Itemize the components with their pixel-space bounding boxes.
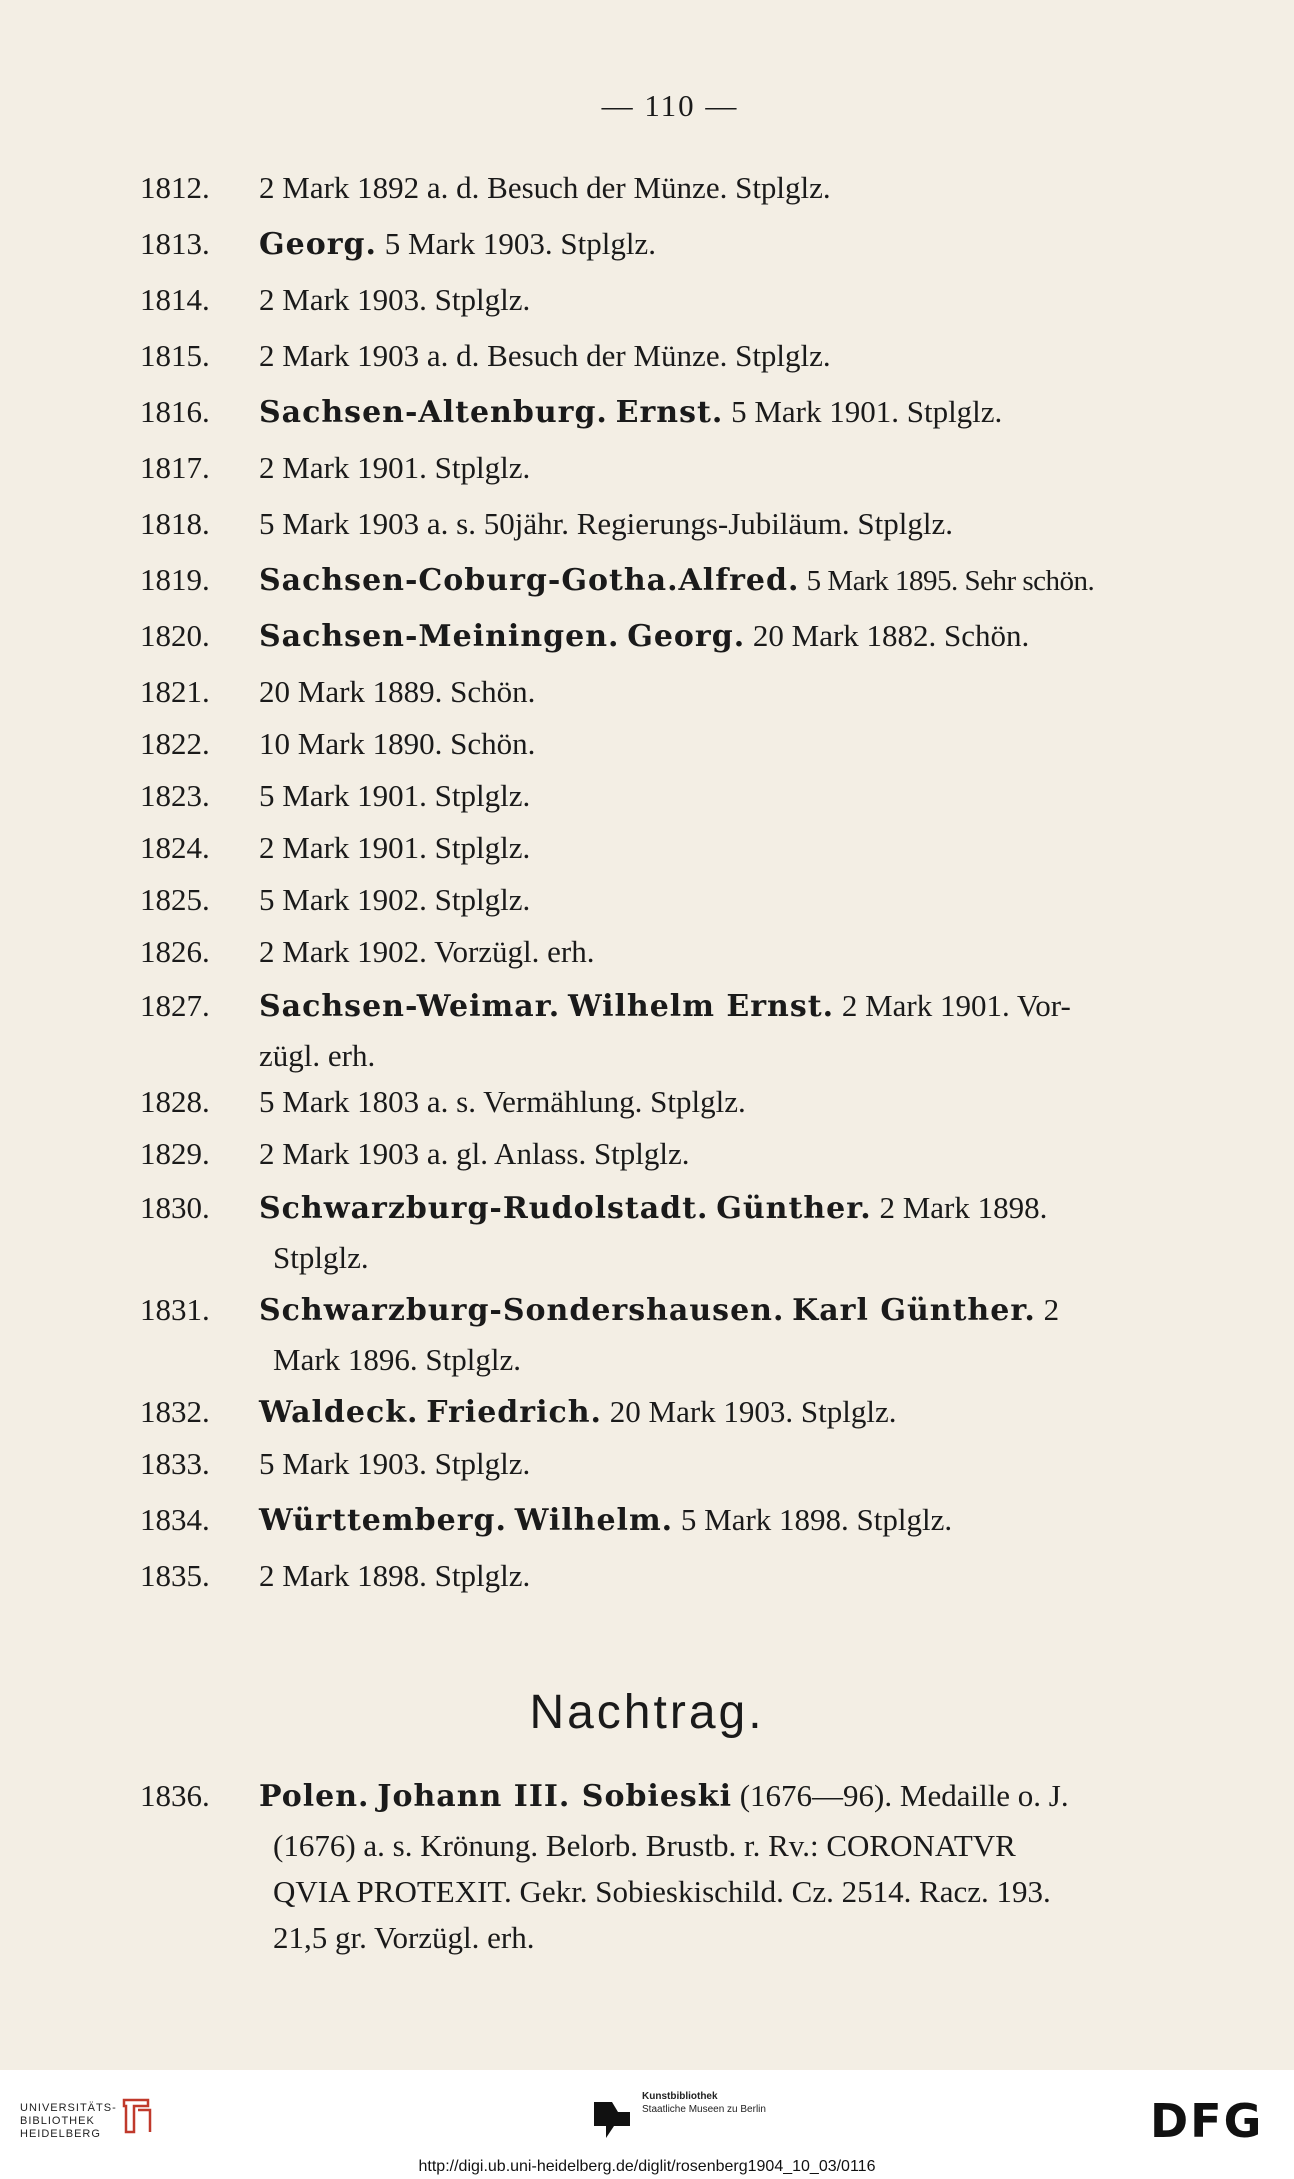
entry-heading: Schwarzburg-Sondershausen.: [259, 1293, 785, 1328]
entry-subheading: Alfred.: [678, 563, 800, 598]
entry-number: 1818.: [140, 506, 210, 541]
entry-text: 2 Mark 1892 a. d. Besuch der Münze. Stplglz.: [259, 170, 831, 205]
entry-text: 20 Mark 1882. Schön.: [752, 618, 1030, 653]
entry-number: 1835.: [140, 1558, 210, 1593]
list-item: [140, 1770, 1202, 1961]
entry-text: 5 Mark 1903. Stplglz.: [259, 1446, 531, 1481]
entry-text: 5 Mark 1803 a. s. Vermählung. Stplglz.: [259, 1084, 746, 1119]
uni-line: UNIVERSITÄTS-: [20, 2102, 117, 2114]
entry-number: 1827.: [140, 988, 210, 1023]
entry-number: 1836.: [140, 1778, 210, 1813]
entry-heading: Waldeck.: [259, 1395, 419, 1430]
page-number: — 110 —: [601, 88, 739, 123]
entry-number: 1832.: [140, 1394, 210, 1429]
entry-number: 1823.: [140, 778, 210, 813]
list-item: [140, 442, 1202, 494]
entry-number: 1831.: [140, 1292, 210, 1327]
entry-number: 1820.: [140, 618, 210, 653]
entry-text: 2 Mark 1901. Vor-: [841, 988, 1071, 1023]
section-heading: Nachtrag.: [529, 1686, 765, 1739]
list-item: [140, 1386, 1202, 1439]
entry-number: 1814.: [140, 282, 210, 317]
list-item: [140, 554, 1202, 607]
entry-text: 10 Mark 1890. Schön.: [259, 726, 536, 761]
entry-number: 1821.: [140, 674, 210, 709]
entry-text: 5 Mark 1901. Stplglz.: [731, 394, 1003, 429]
uni-line: BIBLIOTHEK: [20, 2115, 95, 2127]
page-url-link[interactable]: http://digi.ub.uni-heidelberg.de/diglit/rosenberg1904_10_03/0116: [418, 2158, 876, 2175]
list-item: [140, 1494, 1202, 1547]
entry-number: 1815.: [140, 338, 210, 373]
entry-heading: Sachsen-Altenburg.: [259, 395, 608, 430]
entry-heading: Polen.: [259, 1779, 370, 1814]
entry-heading: Schwarzburg-Rudolstadt.: [259, 1191, 709, 1226]
entry-subheading: Johann III. Sobieski: [377, 1779, 732, 1814]
entry-number: 1825.: [140, 882, 210, 917]
list-item: [140, 1550, 1202, 1602]
list-item: [140, 926, 1202, 978]
entry-number: 1822.: [140, 726, 210, 761]
entry-text: 20 Mark 1889. Schön.: [259, 674, 536, 709]
entry-text: 5 Mark 1903. Stplglz.: [384, 226, 656, 261]
entry-subheading: Wilhelm Ernst.: [567, 989, 835, 1024]
entry-number: 1834.: [140, 1502, 210, 1537]
list-item: [140, 218, 1202, 271]
entry-subheading: Wilhelm.: [514, 1503, 674, 1538]
entry-text: 5 Mark 1898. Stplglz.: [680, 1502, 953, 1537]
entry-number: 1813.: [140, 226, 210, 261]
dfg-logo: DFG: [1150, 2094, 1264, 2148]
list-item: [140, 874, 1202, 926]
university-library-label: [20, 2102, 117, 2141]
university-logo-icon: [120, 2096, 154, 2136]
list-item: [140, 274, 1202, 326]
list-item: [140, 330, 1202, 382]
entry-continuation: QVIA PROTEXIT. Gekr. Sobieskischild. Cz. 2514. Racz. 193.: [273, 1874, 1051, 1909]
list-item: [140, 1076, 1202, 1128]
list-item: [140, 980, 1202, 1079]
list-item: [140, 610, 1202, 663]
entry-text: 2 Mark 1902. Vorzügl. erh.: [259, 934, 595, 969]
footer-bar: [0, 2070, 1294, 2179]
entry-text: (1676—96). Medaille o. J.: [739, 1778, 1069, 1813]
entry-number: 1816.: [140, 394, 210, 429]
entry-continuation: (1676) a. s. Krönung. Belorb. Brustb. r. Rv.: CORONATVR: [273, 1828, 1016, 1863]
entry-number: 1824.: [140, 830, 210, 865]
entry-number: 1830.: [140, 1190, 210, 1225]
entry-continuation: Mark 1896. Stplglz.: [273, 1342, 521, 1377]
entry-number: 1826.: [140, 934, 210, 969]
entry-number: 1829.: [140, 1136, 210, 1171]
list-item: [140, 1182, 1202, 1281]
entry-number: 1828.: [140, 1084, 210, 1119]
list-item: [140, 822, 1202, 874]
entry-heading: Württemberg.: [259, 1503, 507, 1538]
list-item: [140, 162, 1202, 214]
list-item: [140, 666, 1202, 718]
entry-text: 2 Mark 1903. Stplglz.: [259, 282, 531, 317]
entry-subheading: Friedrich.: [426, 1395, 602, 1430]
list-item: [140, 718, 1202, 770]
entry-number: 1833.: [140, 1446, 210, 1481]
list-item: [140, 1284, 1202, 1383]
entry-subheading: Ernst.: [615, 395, 724, 430]
entry-text: 2 Mark 1901. Stplglz.: [259, 830, 531, 865]
entry-text: 2 Mark 1903 a. d. Besuch der Münze. Stplglz.: [259, 338, 831, 373]
entry-text: 5 Mark 1902. Stplglz.: [259, 882, 531, 917]
entry-heading: Georg.: [259, 227, 377, 262]
kunstbibliothek-label: [642, 2090, 766, 2116]
entry-heading: Sachsen-Meiningen.: [259, 619, 620, 654]
entry-number: 1819.: [140, 562, 210, 597]
entry-text: 5 Mark 1895. Sehr schön.: [806, 565, 1095, 597]
entry-text: 20 Mark 1903. Stplglz.: [609, 1394, 897, 1429]
list-item: [140, 1438, 1202, 1490]
entry-text: 5 Mark 1901. Stplglz.: [259, 778, 531, 813]
entry-continuation: Stplglz.: [273, 1240, 369, 1275]
entry-text: 2 Mark 1898. Stplglz.: [259, 1558, 531, 1593]
entry-continuation: zügl. erh.: [259, 1038, 376, 1073]
list-item: [140, 386, 1202, 439]
entry-heading: Sachsen-Weimar.: [259, 989, 561, 1024]
kunstbibliothek-logo-icon: [592, 2096, 632, 2140]
entry-number: 1817.: [140, 450, 210, 485]
entry-text: 5 Mark 1903 a. s. 50jähr. Regierungs-Jubiläum. Stplglz.: [259, 506, 953, 541]
entry-subheading: Günther.: [716, 1191, 872, 1226]
entry-heading: Sachsen-Coburg-Gotha.: [259, 563, 679, 598]
entry-text: 2 Mark 1898.: [879, 1190, 1048, 1225]
entry-number: 1812.: [140, 170, 210, 205]
entry-text: 2 Mark 1901. Stplglz.: [259, 450, 531, 485]
list-item: [140, 1128, 1202, 1180]
list-item: [140, 770, 1202, 822]
entry-subheading: Karl Günther.: [792, 1293, 1036, 1328]
list-item: [140, 498, 1202, 550]
entry-subheading: Georg.: [627, 619, 746, 654]
entry-text: 2 Mark 1903 a. gl. Anlass. Stplglz.: [259, 1136, 690, 1171]
entry-text: 2: [1043, 1292, 1060, 1327]
uni-line: HEIDELBERG: [20, 2128, 101, 2140]
entry-continuation: 21,5 gr. Vorzügl. erh.: [273, 1920, 535, 1955]
kb-line: Staatliche Museen zu Berlin: [642, 2104, 766, 2115]
kb-line: Kunstbibliothek: [642, 2091, 718, 2102]
